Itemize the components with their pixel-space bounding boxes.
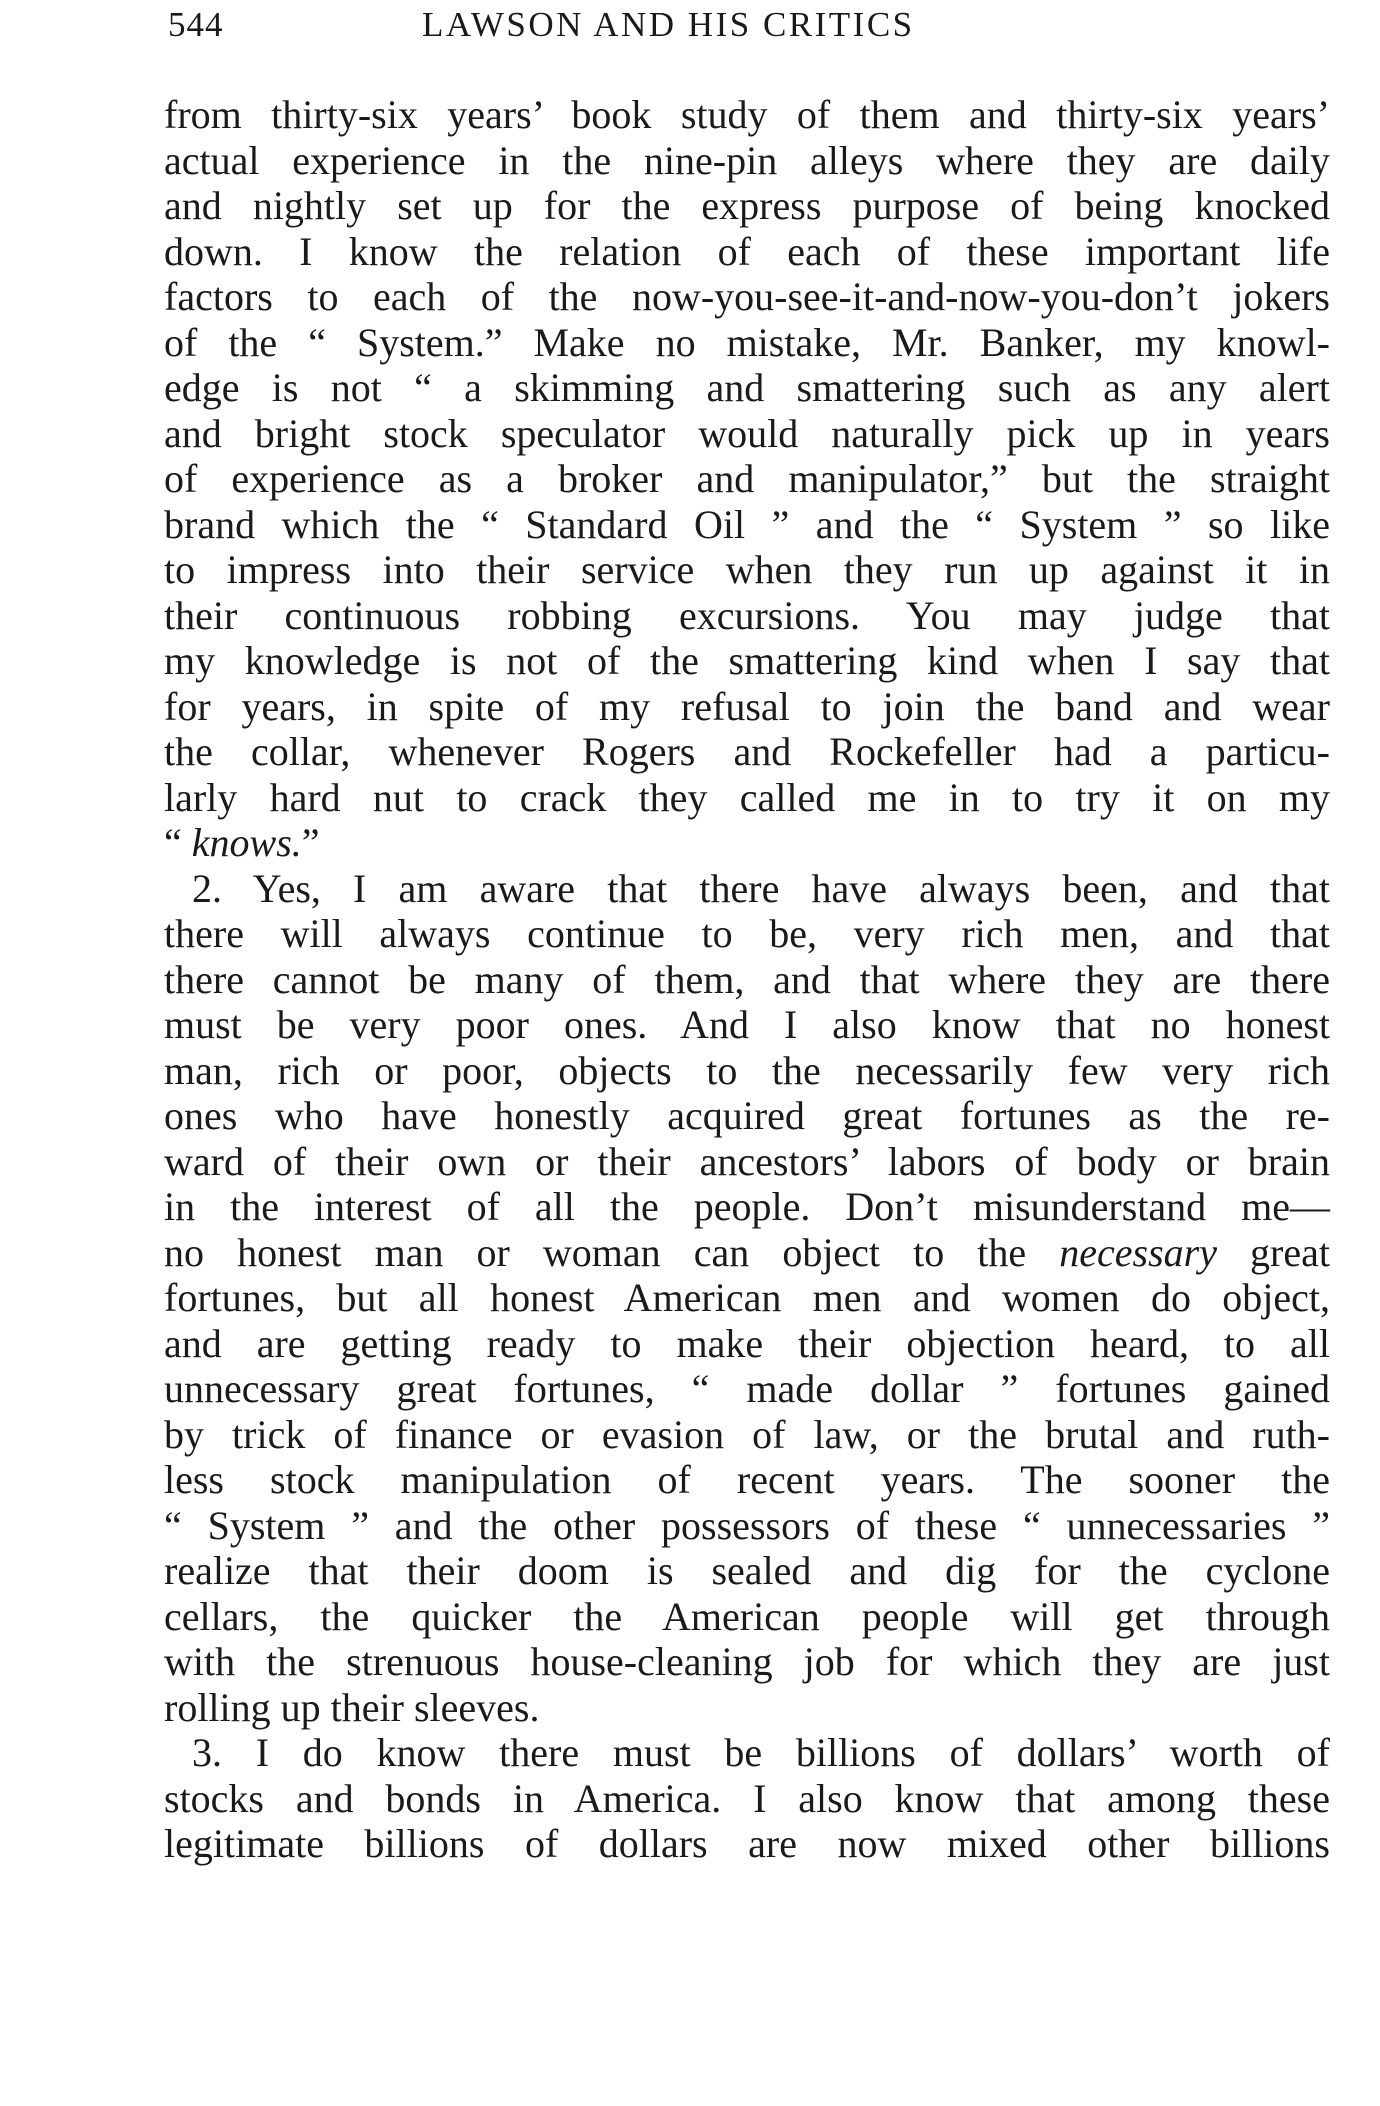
- text-line: and are getting ready to make their objection heard, to all: [164, 1320, 1330, 1366]
- italic-word: knows.: [191, 820, 302, 865]
- text-line: the collar, whenever Rogers and Rockefeller had a particu-: [164, 729, 1330, 774]
- text-line: ones who have honestly acquired great fortunes as the re-: [164, 1093, 1330, 1138]
- text-line: from thirty-six years’ book study of them and thirty-six years’: [164, 92, 1330, 137]
- text-line: by trick of finance or evasion of law, or the brutal and ruth-: [164, 1411, 1330, 1457]
- text-line: factors to each of the now-you-see-it-and-now-you-don’t jokers: [164, 274, 1330, 319]
- text-line-italic-knows: [164, 820, 1330, 866]
- text-line: must be very poor ones. And I also know that no honest: [164, 1002, 1330, 1047]
- text-line: cellars, the quicker the American people will get through: [164, 1593, 1330, 1639]
- text-line: man, rich or poor, objects to the necessarily few very rich: [164, 1047, 1330, 1093]
- text-line: and bright stock speculator would naturally pick up in years: [164, 410, 1330, 456]
- text-line: fortunes, but all honest American men and women do object,: [164, 1275, 1330, 1320]
- text-line: my knowledge is not of the smattering kind when I say that: [164, 638, 1330, 683]
- text-line: there cannot be many of them, and that where they are there: [164, 956, 1330, 1002]
- page-number: 544: [168, 5, 224, 44]
- text-line: and nightly set up for the express purpose of being knocked: [164, 183, 1330, 228]
- text-fragment: no honest man or woman can object to the: [164, 1229, 1060, 1275]
- text-fragment: great: [1216, 1229, 1330, 1275]
- body-text: [164, 92, 1330, 1867]
- text-line: their continuous robbing excursions. You may judge that: [164, 592, 1330, 638]
- italic-word: necessary: [1059, 1229, 1217, 1275]
- running-title: LAWSON AND HIS CRITICS: [422, 5, 915, 44]
- text-line: larly hard nut to crack they called me in to try it on my: [164, 774, 1330, 820]
- text-fragment: ”: [301, 820, 320, 865]
- text-line-italic-necessary: [164, 1230, 1330, 1276]
- text-line: actual experience in the nine-pin alleys where they are daily: [164, 137, 1330, 183]
- text-line: rolling up their sleeves.: [164, 1684, 540, 1730]
- text-line: less stock manipulation of recent years. The sooner the: [164, 1457, 1330, 1502]
- text-line: there will always continue to be, very rich men, and that: [164, 911, 1330, 956]
- text-line: edge is not “ a skimming and smattering such as any alert: [164, 365, 1330, 410]
- text-line: ward of their own or their ancestors’ labors of body or brain: [164, 1138, 1330, 1184]
- text-line: in the interest of all the people. Don’t misunderstand me—: [164, 1184, 1330, 1229]
- text-line-paragraph-start: 3. I do know there must be billions of dollars’ worth of: [192, 1730, 1330, 1775]
- text-line: legitimate billions of dollars are now mixed other billions: [164, 1821, 1330, 1866]
- text-line-paragraph-start: 2. Yes, I am aware that there have always been, and that: [192, 865, 1330, 911]
- text-line: down. I know the relation of each of these important life: [164, 228, 1330, 274]
- text-line: realize that their doom is sealed and dig for the cyclone: [164, 1548, 1330, 1593]
- text-line: brand which the “ Standard Oil ” and the “ System ” so like: [164, 501, 1330, 547]
- text-line: “ System ” and the other possessors of these “ unnecessaries ”: [164, 1502, 1330, 1548]
- text-line: to impress into their service when they run up against it in: [164, 547, 1330, 592]
- running-head: [168, 0, 1328, 56]
- text-line: unnecessary great fortunes, “ made dollar ” fortunes gained: [164, 1366, 1330, 1411]
- text-fragment: “: [164, 820, 192, 865]
- text-line: for years, in spite of my refusal to join the band and wear: [164, 683, 1330, 729]
- text-line: of experience as a broker and manipulator,” but the straight: [164, 456, 1330, 501]
- text-line: stocks and bonds in America. I also know that among these: [164, 1775, 1330, 1821]
- text-line: of the “ System.” Make no mistake, Mr. Banker, my knowl-: [164, 319, 1330, 365]
- text-line: with the strenuous house-cleaning job for which they are just: [164, 1639, 1330, 1684]
